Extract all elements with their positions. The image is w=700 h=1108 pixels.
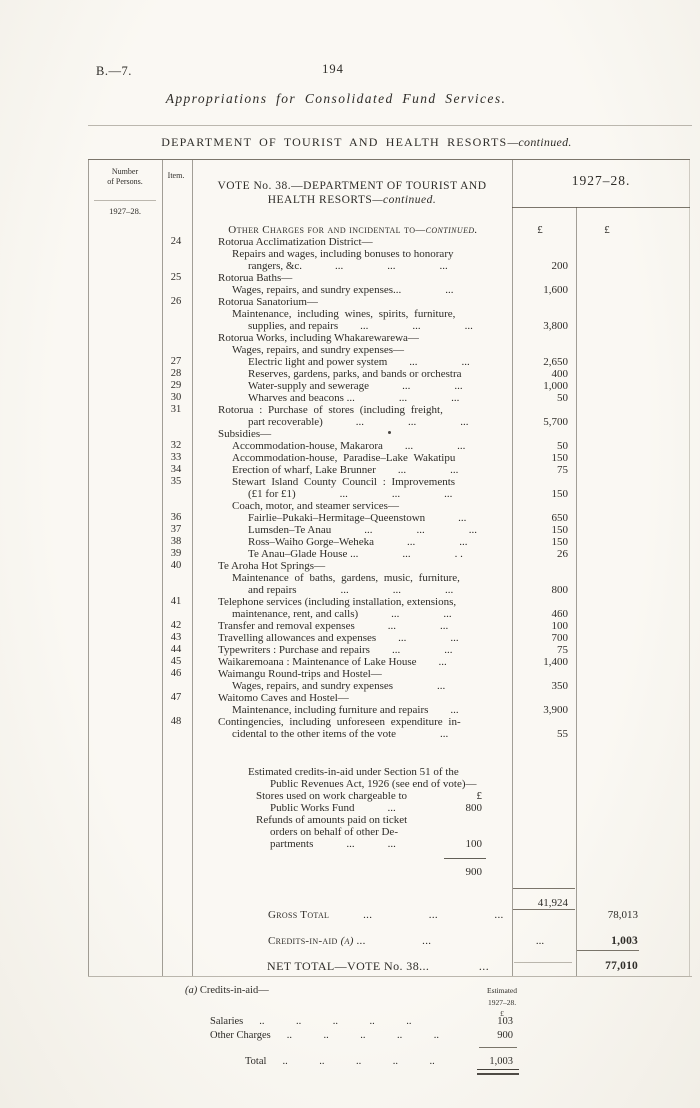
row-description [192, 380, 514, 392]
row-text: Rotorua Works, including Whakarewarewa— [218, 332, 419, 344]
continued-italic: —continued. [415, 224, 478, 236]
department-title-continued: —continued. [507, 135, 572, 149]
row-text: Accommodation-house, Paradise–Lake Wakatipu [232, 452, 456, 464]
footnote-total-row [180, 1055, 525, 1069]
sum-rule-row [88, 850, 690, 866]
row-text: Accommodation-house, Makarora ... ... [232, 440, 466, 452]
appropriations-table [88, 160, 690, 976]
persons-header-line2: of Persons. [107, 176, 143, 186]
table-row [88, 548, 690, 560]
row-description [192, 778, 514, 790]
amount-col1: 200 [551, 260, 568, 272]
amount-col1: 55 [557, 728, 568, 740]
row-description [192, 260, 514, 272]
vote-title-line2-continued: —continued. [372, 193, 437, 206]
table-row [88, 716, 690, 728]
running-title: Appropriations for Consolidated Fund Services. [165, 91, 507, 106]
table-row [88, 826, 690, 838]
rule-above-gross-amount [513, 888, 575, 889]
row-description [192, 488, 514, 500]
amount-col1: 50 [557, 440, 568, 452]
amount-col1: 800 [551, 584, 568, 596]
row-text: Repairs and wages, including bonuses to honorary [232, 248, 454, 260]
row-text: Wages, repairs, and sundry expenses— [232, 344, 405, 356]
row-description [192, 368, 514, 380]
row-text: Waikaremoana : Maintenance of Lake House ... [218, 656, 447, 668]
row-description [192, 320, 514, 332]
row-text: Typewriters : Purchase and repairs ... ... [218, 644, 453, 656]
table-row [88, 356, 690, 368]
amount-col1: £ [537, 224, 543, 236]
item-number: 27 [170, 356, 182, 367]
footnote-row-text: Other Charges [210, 1030, 271, 1041]
row-text: Erection of wharf, Lake Brunner ... ... [232, 464, 459, 476]
row-description [192, 500, 514, 512]
row-description [192, 512, 514, 524]
row-text: Maintenance of baths, gardens, music, furniture, [232, 572, 460, 584]
row-text: Wages, repairs, and sundry expenses... ... [232, 284, 454, 296]
table-row [88, 392, 690, 404]
row-description [192, 668, 514, 680]
inner-amount: 800 [465, 802, 482, 814]
table-row [88, 476, 690, 488]
row-description [192, 392, 514, 404]
row-description [192, 548, 514, 560]
row-description [192, 644, 514, 656]
department-title-main: DEPARTMENT OF TOURIST AND HEALTH RESORTS [161, 135, 508, 149]
row-description [192, 332, 514, 344]
amount-col1: 1,000 [543, 380, 568, 392]
row-description [192, 536, 514, 548]
dot-leaders: .. .. .. .. .. [259, 1016, 412, 1027]
row-text: rangers, &c. ... ... ... [248, 260, 448, 272]
row-text: Lumsden–Te Anau ... ... ... [248, 524, 477, 536]
row-description [192, 909, 514, 921]
amount-col1: 650 [551, 512, 568, 524]
row-description [192, 960, 514, 972]
footnote-row [180, 1015, 525, 1029]
amount-col1: 460 [551, 608, 568, 620]
row-description [192, 284, 514, 296]
footnote-pound-sign: £ [500, 1009, 504, 1018]
amount-col1: 350 [551, 680, 568, 692]
amount-col1: 1,600 [543, 284, 568, 296]
footnote-total-double-rule [477, 1069, 519, 1075]
row-text: partments ... ... [270, 838, 396, 850]
footnote-row [180, 1029, 525, 1043]
footnote-label-text: Credits-in-aid— [197, 985, 269, 996]
row-text: Stewart Island County Council : Improvements [232, 476, 456, 488]
item-number: 35 [170, 476, 182, 487]
footnote-row-text: Salaries [210, 1016, 244, 1027]
amount-col1: 3,800 [543, 320, 568, 332]
row-description [192, 608, 514, 620]
row-text: Credits-in-aid [268, 935, 341, 947]
item-number: 38 [170, 536, 182, 547]
table-row [88, 897, 690, 909]
row-text: Other Charges for and incidental to [228, 224, 416, 236]
item-number: 30 [170, 392, 182, 403]
footnote-rows [180, 1015, 525, 1069]
table-row [88, 284, 690, 296]
table-row [88, 608, 690, 620]
row-text: Te Anau–Glade House ... ... . . [248, 548, 463, 560]
ink-speck [388, 431, 391, 434]
row-text: part recoverable) ... ... ... [248, 416, 469, 428]
amount-col1: 1,400 [543, 656, 568, 668]
footnote-row-label [180, 1030, 439, 1041]
doc-reference: B.—7. [96, 64, 132, 78]
table-row [88, 248, 690, 260]
item-number: 33 [170, 452, 182, 463]
table-row [88, 656, 690, 668]
footnote-estimated-line1: Estimated [487, 986, 517, 995]
row-text: maintenance, rent, and calls) ... ... [232, 608, 452, 620]
rule-above-net-total [577, 950, 639, 951]
footnote-marker: (a) [185, 985, 198, 996]
table-row [88, 620, 690, 632]
col-header-number-of-persons [88, 167, 162, 186]
amount-col1: 700 [551, 632, 568, 644]
inner-amount: £ [476, 790, 482, 802]
item-number: 39 [170, 548, 182, 559]
continued-italic: (a) ... ... [340, 935, 432, 947]
row-text: Estimated credits-in-aid under Section 51 of the [248, 766, 459, 778]
amount-col2: 78,013 [607, 909, 638, 921]
row-text: Telephone services (including installation, extensions, [218, 596, 457, 608]
row-text: Maintenance, including furniture and repairs ... [232, 704, 459, 716]
amount-col1: 41,924 [537, 897, 568, 909]
table-row [88, 960, 690, 972]
table-row [88, 500, 690, 512]
row-description [192, 224, 514, 236]
row-text: Reserves, gardens, parks, and bands or orchestra [248, 368, 462, 380]
amount-col1: 2,650 [543, 356, 568, 368]
money1-dash-rule [514, 962, 572, 963]
table-row [88, 308, 690, 320]
row-text: Refunds of amounts paid on ticket [256, 814, 408, 826]
table-row [88, 224, 690, 236]
amount-col1: 150 [551, 524, 568, 536]
table-row [88, 866, 690, 878]
row-description [192, 584, 514, 596]
table-row [88, 344, 690, 356]
row-text: NET TOTAL—VOTE No. 38... ... [267, 960, 490, 972]
footnote-label [185, 985, 269, 996]
table-row [88, 452, 690, 464]
table-row [88, 814, 690, 826]
inner-amount: 100 [465, 838, 482, 850]
persons-header-line1: Number [111, 167, 139, 176]
item-number: 43 [170, 632, 182, 643]
table-bottom-rule [88, 976, 692, 977]
table-row [88, 296, 690, 308]
table-row [88, 368, 690, 380]
table-row [88, 560, 690, 572]
row-description [192, 656, 514, 668]
footnote-row-label [180, 1056, 435, 1067]
row-description [192, 296, 514, 308]
item-number: 26 [170, 296, 182, 307]
amount-col2: 1,003 [611, 935, 638, 947]
item-number: 25 [170, 272, 182, 283]
row-description [192, 476, 514, 488]
vote-title-line2-main: HEALTH RESORTS [267, 193, 373, 206]
row-description [192, 344, 514, 356]
table-row [88, 596, 690, 608]
table-row [88, 838, 690, 850]
row-description [192, 814, 514, 826]
item-number: 45 [170, 656, 182, 667]
table-row [88, 909, 690, 921]
amount-col1: 400 [551, 368, 568, 380]
table-row [88, 488, 690, 500]
row-text: Rotorua Acclimatization District— [218, 236, 373, 248]
row-description [192, 272, 514, 284]
row-text: Waimangu Round-trips and Hostel— [218, 668, 382, 680]
row-text: Gross Total ... ... ... [268, 909, 504, 921]
row-description [192, 248, 514, 260]
department-title [88, 135, 645, 150]
col-header-item: Item. [167, 171, 185, 180]
row-description [192, 680, 514, 692]
vote-title-line2 [192, 194, 512, 208]
row-description [192, 704, 514, 716]
item-number: 28 [170, 368, 182, 379]
row-text: Travelling allowances and expenses ... ... [218, 632, 459, 644]
row-text: orders on behalf of other De- [270, 826, 398, 838]
table-body [88, 224, 690, 972]
table-row [88, 632, 690, 644]
rule-above-department-title [88, 125, 692, 126]
footnote-row-value: 900 [497, 1030, 513, 1041]
table-row [88, 416, 690, 428]
row-text: Ross–Waiho Gorge–Weheka ... ... [248, 536, 468, 548]
row-text: Transfer and removal expenses ... ... [218, 620, 449, 632]
footnote-estimated-line2: 1927–28. [487, 997, 517, 1007]
row-text: Public Works Fund ... [270, 802, 396, 814]
row-text: (£1 for £1) ... ... ... [248, 488, 453, 500]
row-text: Coach, motor, and steamer services— [232, 500, 399, 512]
row-text: Te Aroha Hot Springs— [218, 560, 326, 572]
footnote-row-text: Total [245, 1056, 267, 1067]
table-row [88, 935, 690, 947]
table-row [88, 778, 690, 790]
row-text: Rotorua : Purchase of stores (including freight, [218, 404, 443, 416]
table-row [88, 464, 690, 476]
table-row [88, 272, 690, 284]
row-description [192, 572, 514, 584]
row-description [192, 935, 514, 947]
footnote-row-label [180, 1016, 412, 1027]
row-description [192, 440, 514, 452]
row-description [192, 416, 514, 428]
table-row [88, 512, 690, 524]
row-text: Waitomo Caves and Hostel— [218, 692, 349, 704]
item-number: 44 [170, 644, 182, 655]
table-row [88, 428, 690, 440]
amount-col1: 50 [557, 392, 568, 404]
table-row [88, 332, 690, 344]
row-description [192, 620, 514, 632]
year-header-underline [512, 207, 690, 208]
table-row [88, 536, 690, 548]
row-text: Subsidies— [218, 428, 272, 440]
row-description [192, 452, 514, 464]
row-description [192, 356, 514, 368]
table-row [88, 236, 690, 248]
row-text: Rotorua Baths— [218, 272, 293, 284]
row-text: supplies, and repairs ... ... ... [248, 320, 473, 332]
dot-leaders: .. .. .. .. .. [286, 1030, 439, 1041]
inner-amount: 900 [465, 866, 482, 878]
row-description [192, 524, 514, 536]
footnote-sum-rule [479, 1047, 517, 1048]
footnote-row-value: 1,003 [489, 1056, 513, 1067]
table-row [88, 584, 690, 596]
inner-sum-rule [444, 858, 486, 859]
item-number: 34 [170, 464, 182, 475]
item-number: 36 [170, 512, 182, 523]
table-row [88, 802, 690, 814]
item-number: 48 [170, 716, 182, 727]
amount-col1: 5,700 [543, 416, 568, 428]
item-number: 29 [170, 380, 182, 391]
footnote-row-value: 103 [497, 1016, 513, 1027]
table-row [88, 692, 690, 704]
item-number: 46 [170, 668, 182, 679]
item-number: 41 [170, 596, 182, 607]
table-row [88, 380, 690, 392]
amount-col1: 75 [557, 644, 568, 656]
table-row [88, 572, 690, 584]
persons-year-subheader: 1927–28. [109, 206, 141, 216]
vote-title-line1: VOTE No. 38.—DEPARTMENT OF TOURIST AND [217, 180, 487, 192]
table-row [88, 668, 690, 680]
amount-col1: 150 [551, 452, 568, 464]
row-description [192, 826, 514, 838]
row-text: Public Revenues Act, 1926 (see end of vote)— [270, 778, 477, 790]
amount-col1: 150 [551, 536, 568, 548]
item-number: 24 [170, 236, 182, 247]
amount-col1: 26 [557, 548, 568, 560]
page-number: 194 [322, 62, 344, 76]
table-row [88, 404, 690, 416]
row-text: Stores used on work chargeable to [256, 790, 408, 802]
row-text: Water-supply and sewerage ... ... [248, 380, 463, 392]
table-row [88, 260, 690, 272]
row-description [192, 464, 514, 476]
row-text: Fairlie–Pukaki–Hermitage–Queenstown ... [248, 512, 467, 524]
row-description [192, 428, 514, 440]
row-text: Wages, repairs, and sundry expenses ... [232, 680, 446, 692]
table-row [88, 766, 690, 778]
row-text: and repairs ... ... ... [248, 584, 454, 596]
row-description [192, 596, 514, 608]
row-text: cidental to the other items of the vote ... [232, 728, 449, 740]
item-number: 40 [170, 560, 182, 571]
persons-header-underline [94, 200, 156, 201]
row-description [192, 404, 514, 416]
table-row [88, 524, 690, 536]
row-text: Maintenance, including wines, spirits, furniture, [232, 308, 456, 320]
table-row [88, 320, 690, 332]
row-description [192, 308, 514, 320]
amount-col1: 100 [551, 620, 568, 632]
row-description [192, 560, 514, 572]
row-description [192, 236, 514, 248]
row-description [192, 716, 514, 728]
amount-col1: 3,900 [543, 704, 568, 716]
item-number: 31 [170, 404, 182, 415]
row-description [192, 632, 514, 644]
amount-col1: 75 [557, 464, 568, 476]
table-row [88, 644, 690, 656]
amount-col1: ... [535, 935, 545, 947]
year-column-header: 1927–28. [571, 173, 631, 188]
rule-below-gross-amount [513, 909, 575, 910]
row-text: Electric light and power system ... ... [248, 356, 470, 368]
amount-col2: £ [604, 224, 610, 236]
table-row [88, 790, 690, 802]
row-description [192, 692, 514, 704]
table-row [88, 728, 690, 740]
table-row [88, 704, 690, 716]
row-description [192, 728, 514, 740]
amount-col2: 77,010 [605, 960, 638, 972]
row-text: Rotorua Sanatorium— [218, 296, 318, 308]
item-number: 47 [170, 692, 182, 703]
vote-title [192, 180, 512, 207]
table-row [88, 440, 690, 452]
row-description [192, 766, 514, 778]
item-number: 32 [170, 440, 182, 451]
table-row [88, 680, 690, 692]
dot-leaders: .. .. .. .. .. [282, 1056, 435, 1067]
amount-col1: 150 [551, 488, 568, 500]
row-text: Wharves and beacons ... ... ... [248, 392, 460, 404]
item-number: 42 [170, 620, 182, 631]
row-text: Contingencies, including unforeseen expenditure in- [218, 716, 461, 728]
item-number: 37 [170, 524, 182, 535]
